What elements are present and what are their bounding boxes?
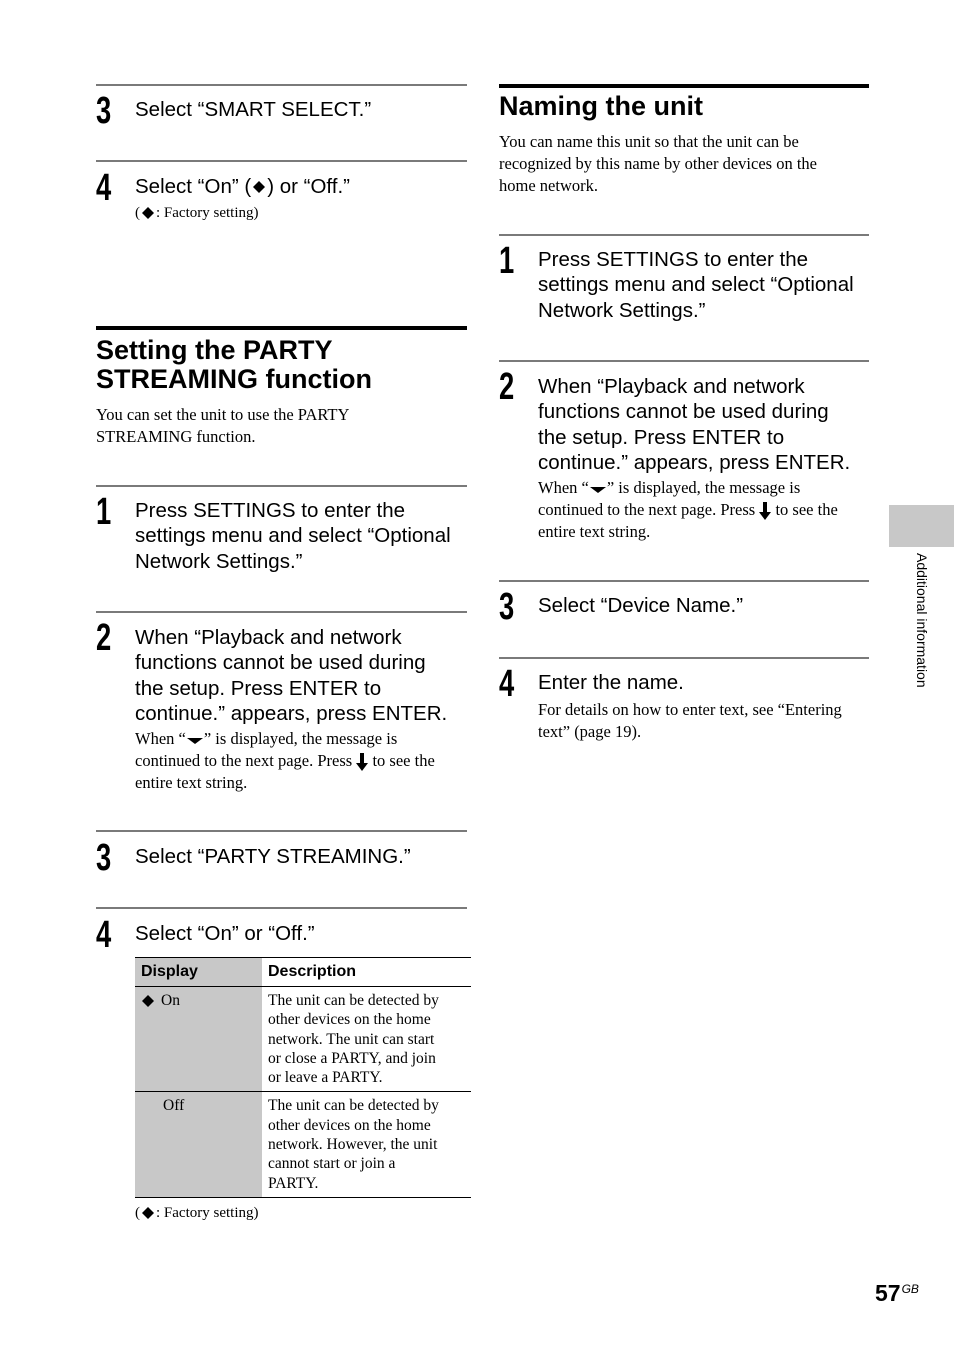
section-intro: You can set the unit to use the PARTY STREAMING function. xyxy=(96,405,350,446)
section-tab xyxy=(889,505,954,547)
settings-table xyxy=(135,957,471,1198)
section-intro: You can name this unit so that the unit can be recognized by this name by other devices on the home network. xyxy=(499,132,817,195)
divider xyxy=(96,160,467,162)
step-text: Enter the name. xyxy=(538,671,684,694)
step-number: 1 xyxy=(499,240,515,282)
step-text: Select “On” ( ) or “Off.” xyxy=(135,175,350,198)
divider xyxy=(96,84,467,86)
step-number: 4 xyxy=(499,663,515,705)
table-row xyxy=(135,987,471,1092)
factory-setting-diamond-icon xyxy=(142,995,154,1007)
step-text: When “Playback and network functions cannot be used during the setup. Press ENTER to continue.” appears, press ENTER. xyxy=(135,626,448,725)
section-rule xyxy=(499,84,869,88)
section-tab-label: Additional information xyxy=(914,553,930,688)
step-text: When “Playback and network functions cannot be used during the setup. Press ENTER to continue.” appears, press ENTER. xyxy=(538,375,851,474)
divider xyxy=(499,580,869,582)
step-text: Select “PARTY STREAMING.” xyxy=(135,845,411,868)
divider xyxy=(96,907,467,909)
step-body: For details on how to enter text, see “Entering text” (page 19). xyxy=(538,700,842,741)
table-header: Description xyxy=(262,958,471,987)
step-text: Press SETTINGS to enter the settings menu and select “Optional Network Settings.” xyxy=(538,248,854,322)
factory-setting-note: ( : Factory setting) xyxy=(135,205,259,221)
step-text: Select “On” or “Off.” xyxy=(135,922,315,945)
divider xyxy=(96,830,467,832)
factory-setting-diamond-icon xyxy=(253,181,265,193)
step-number: 1 xyxy=(96,491,112,533)
down-arrow-icon xyxy=(356,753,368,771)
section-heading: Setting the PARTY STREAMING function xyxy=(96,335,372,394)
more-arrow-icon xyxy=(589,484,607,494)
divider xyxy=(96,485,467,487)
step-text: Press SETTINGS to enter the settings menu and select “Optional Network Settings.” xyxy=(135,499,451,573)
divider xyxy=(499,234,869,236)
factory-setting-note: ( : Factory setting) xyxy=(135,1205,259,1221)
table-header: Display xyxy=(135,958,262,987)
table-cell-description: The unit can be detected by other devices on the home network. The unit can start or close a PARTY, and join or leave a PARTY. xyxy=(262,987,471,1092)
step-number: 2 xyxy=(96,617,112,659)
step-number: 4 xyxy=(96,914,112,956)
table-row xyxy=(135,1092,471,1197)
step-body: When “ ” is displayed, the message is continued to the next page. Press to see the entire text string. xyxy=(538,478,838,541)
table-cell-display: Off xyxy=(135,1092,262,1197)
factory-setting-diamond-icon xyxy=(142,207,154,219)
more-arrow-icon xyxy=(186,735,204,745)
divider xyxy=(96,611,467,613)
table-cell-display: On xyxy=(135,987,262,1092)
page-number: $57^{GB}$ xyxy=(875,1280,919,1306)
step-text: Select “Device Name.” xyxy=(538,594,744,617)
step-body: When “ ” is displayed, the message is continued to the next page. Press to see the entire text string. xyxy=(135,729,435,792)
step-number: 3 xyxy=(96,837,112,879)
down-arrow-icon xyxy=(759,502,771,520)
divider xyxy=(499,657,869,659)
factory-setting-diamond-icon xyxy=(142,1207,154,1219)
section-rule xyxy=(96,326,467,330)
step-text: Select “SMART SELECT.” xyxy=(135,98,372,121)
divider xyxy=(499,360,869,362)
table-cell-description: The unit can be detected by other devices on the home network. However, the unit cannot start or join a PARTY. xyxy=(262,1092,471,1197)
section-heading: Naming the unit xyxy=(499,91,703,121)
step-number: 3 xyxy=(96,90,112,132)
step-number: 3 xyxy=(499,586,515,628)
step-number: 4 xyxy=(96,167,112,209)
step-number: 2 xyxy=(499,366,515,408)
